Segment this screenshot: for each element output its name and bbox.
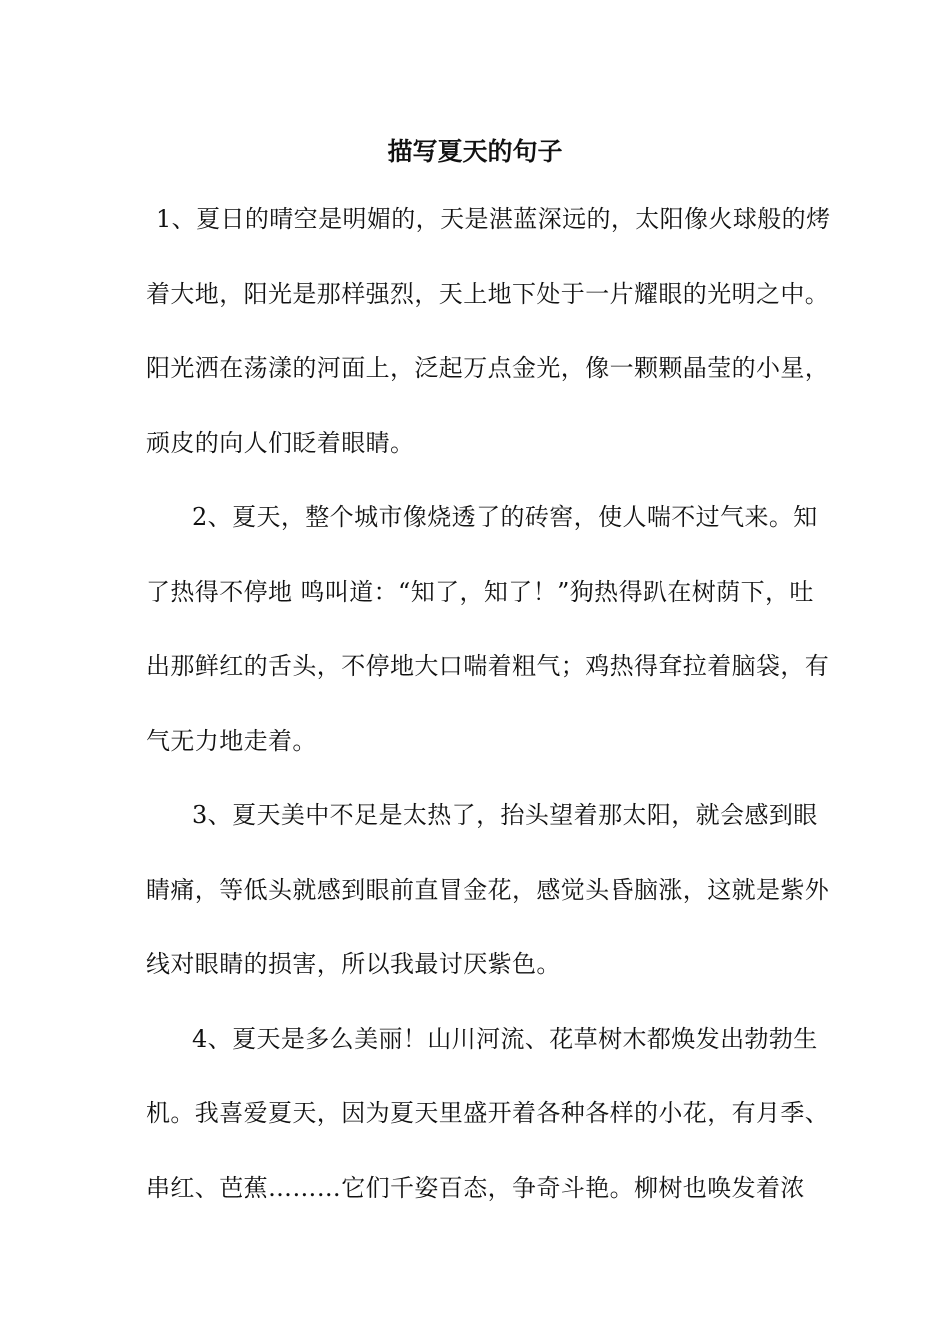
- paragraph-1: 1、夏日的晴空是明媚的，天是湛蓝深远的，太阳像火球般的烤着大地，阳光是那样强烈，天上地下处于一片耀眼的光明之中。阳光洒在荡漾的河面上，泛起万点金光，像一颗颗晶莹的小星，顽皮的向人们眨着眼睛。: [146, 205, 831, 457]
- paragraph-3: 3、夏天美中不足是太热了，抬头望着那太阳，就会感到眼睛痛，等低头就感到眼前直冒金花，感觉头昏脑涨，这就是紫外线对眼睛的损害，所以我最讨厌紫色。: [146, 801, 830, 978]
- paragraph-4: 4、夏天是多么美丽！山川河流、花草树木都焕发出勃勃生机。我喜爱夏天，因为夏天里盛开着各种各样的小花，有月季、串红、芭蕉………它们千姿百态，争奇斗艳。柳树也唤发着浓: [146, 1024, 830, 1202]
- document-title: 描写夏天的句子: [387, 137, 563, 166]
- paragraph-2: 2、夏天，整个城市像烧透了的砖窖，使人喘不过气来。知了热得不停地 鸣叫道：“知了，知了！”狗热得趴在树荫下，吐出那鲜红的舌头，不停地大口喘着粗气；鸡热得耷拉着脑袋，有气无力地走着。: [146, 503, 830, 755]
- document-body: [146, 182, 836, 1225]
